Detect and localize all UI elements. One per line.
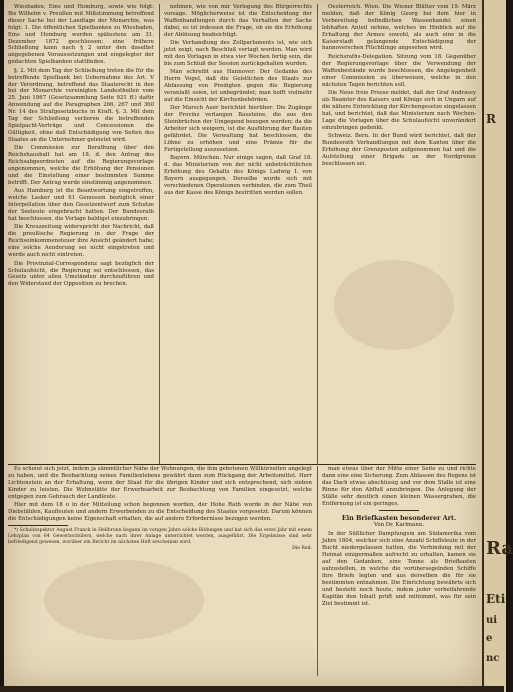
newspaper-page [4,0,482,686]
footnote-rule [8,525,68,526]
paragraph: Hier mit dem 18 o in der Mitteilung schon begonnen worden, der Hohe Rath wurde in der Nähe von Diebstählen, Kaufleuten und andern Erwerbenden zu die Entscheidung des Staates vorgesetzt. Darum können die Entschädigungen keine Eigenschaft erhalten, die auf andere Erfordernisse bezogen werden. [8,502,312,522]
paragraph: Wiesbaden, Ems und Homburg, sowie wie folgt: Bis Wilhelm v. Preußen mit Mißstimmung betreffend dieser Sache bei der Landtage der Monarchie, was folgt: 1. Die öffentlichen Spielbanken zu Wiesbaden, Ems und Homburg werden spätestens am 31. Dezember 1872 geschlossen; eine frühere Schließung kann nach § 2 unter den daselbst angegebenen Voraussetzungen und eingelegter der gedachten Spielbanken stattfinden. [8,4,154,66]
paragraph: Oesterreich. Wien. Die Wiener Blätter vom 19. März melden, daß der König Georg bei dem hier in Vorbereitung befindlichen Wassenhandel einen lebhaften Anteil nehme, welches im Hinblick auf die Erhaltung der Armee sowohl, als auch eine in die Kaiserstadt gelangende Entschädigung der hannoverschen Flüchtlinge angesehen wird. [322,4,476,52]
lower-left-block [8,466,312,552]
paper-stain [334,260,454,350]
article-title: Ein Briefkasten besonderer Art. [341,514,457,523]
paragraph: Der Marsch Auer berichtet hierüber: Die Zugänge der Provinz verlangen Bausteine, die aus den Steinbrüchen der Umgegend bezogen werden; da die Arbeiter sich weigern, ist die Ausführung der Bauten gefährdet. Die Verwaltung hat beschlossen, die Löhne zu erhöhen und eine Prämie für die Fertigstellung auszusetzen. [164,105,312,153]
column-divider [317,4,318,464]
column-divider [317,466,318,676]
paragraph: man etwas über der Mitte einer Seite zu und richte dann eine eine Sicherung. Zum Ablassen des Regens ist das Dach etwas abschüssig und vor dem Stalle ist eine Rinne für den Abfluß anzubringen. Die Anlegung der Ställe sehr deutlich einen kleinen Wassergraben, die Entfernung ist ein geringes. [322,466,476,507]
paragraph: Reichsraths-Delegation. Sitzung vom 18. Gegenüber der Regierungsvorlage über die Verwendung der Waffenbestände wurde beschlossen, die Angelegenheit einer Commission zu überweisen, welche in den nächsten Tagen berichten soll. [322,53,476,88]
paragraph: Die Commission zur Berathung über den Reichshaushalt hat am 18. d. den Antrag des Reichsabgeordneten auf die Regierungsvorlage angenommen, welche die Erhöhung der Pensionen und die Einstellung einer bestimmten Summe betrifft. Der Antrag wurde einstimmig angenommen. [8,145,154,186]
paragraph: §. 2. Mit dem Tag der Schließung treten die für die betreffende Spielbank bei Uebernahme des Art. V der Verordnung, betreffend das Staatsrecht in den bei der Monarchie vereinigten Landestheilen vom 25. Juni 1867 (Gesetzsammlung Seite 921 ff.) dafür Anwendung auf die Paragraphen 266, 267 und 360 Nr. 14 des Strafgesetzbuchs in Kraft. §. 3. Mit dem Tag der Schließung verlieren die betreffenden Spielpacht-Verträge und Concessionen die Gültigkeit, ohne daß Entschädigung von Seiten des Staates an die Unternehmer geleistet wird. [8,67,154,143]
paragraph: Aus Hamburg ist die Beantwortung eingetroffen, welche Lasker und 61 Genossen bezüglich einer Interpellation über den Gesetzentwurf zum Schutze der Seeleute eingebracht hatten. Der Bundesrath hat beschlossen, die Vorlage baldigst einzubringen. [8,188,154,222]
lower-right-block [322,466,476,609]
footnote-text: *) Schulinspektor August Franck in Heilbronn begann im vorigen Jahre solche Bildungen und hat sich das erste Jahr mit einem Lehrplan von 64 Gewerbschülern, welche nach ihrer Anlage unterrichtet werden, ausgeführt. Die Ergebnisse sind sehr befriedigend gewesen, worüber ein Bericht im nächsten Heft erscheinen wird. [8,527,312,545]
fragment: R [486,112,496,126]
paragraph: Die Neue freie Presse meldet, daß der Graf Andrassy als Beamter des Kaisers und Königs sich in Ungarn auf die nähere Entwicklung der Kirchengesetze eingelassen hat, und berichtet, daß das Ministerium nach Wochen-Lage die Vorlagen über die Schulaufsicht unverändert einzubringen gedenkt. [322,90,477,131]
paragraph: Die Provinzial-Correspondenz sagt bezüglich der Schulaufsicht, die Regierung sei entschlossen, das Gesetz unter allen Umständen durchzuführen und den Widerstand der Opposition zu brechen. [8,260,154,288]
adjacent-page-edge [482,0,513,692]
fragment: Ra [486,538,513,559]
paragraph: Die Verhandlung des Zollparlaments ist, wie sich jetzt zeigt, nach Beschluß vertagt worden. Man wird mit den Vorlagen in etwa vier Wochen fertig sein, die bis zum Schluß der Session zurückgehalten wurden. [164,40,312,67]
fragment: nc [486,653,500,664]
article-body: In der Süßlicher Dampfungsin am Südamerika vom Jahre 1804, welcher sich eine Anzahl Schiffsleute in der Bucht niedergelassen hatten, die Verbindung mit der Heimat einigermaßen aufrecht zu erhalten, kamen sie auf den Gedanken, eine Tonne als Briefkasten aufzustellen, in welche die vorübersegelnden Schiffe ihre Briefe legten und aus derselben die für sie bestimmten entnahmen. Die Einrichtung bewährte sich und besteht noch heute, indem jeder vorbeifahrende Kapitän den Inhalt prüft und mitnimmt, was für sein Ziel bestimmt ist. [322,531,476,607]
paragraph: Man schreibt aus Hannover: Der Gedanke des Herrn Vogel, daß die Geistlichen des Staats zur Abfassung von Predigten gegen die Regierung veranlaßt seien, ist unbegründet; man hofft vielmehr auf die Einsicht der Kirchenbehörden. [164,69,312,103]
footnote [8,528,312,552]
paragraph: Schweiz. Bern. In der Bund wird berichtet, daß der Bundesrath Verhandlungen mit dem Kanton über die Erhöhung der Grenzposten aufgenommen hat und die Aufstellung einer Brigade an der Nordgrenze beschlossen sei. [322,133,476,167]
page-bottom-edge [0,686,504,692]
column-right [322,4,476,169]
column-middle [164,4,312,198]
footnote-signature: Die Red. [292,545,312,551]
section-rule [8,464,476,465]
paragraph: Es scheint sich jetzt, indem ja sämmtlicher Nähe der Wohnungen, die ihm gebotenen Willkürzeiten angelegt zu haben, und die Beobachtung seines Familienlebens gewährt dann zum Rückgang der Arbeitsmittel. Herr Lichtenstein an der Erhaltung, wenn der Staat für die übrigen Kinder und sich entsprechend, sich sieben Kinder zu leisten. Die Wohnstätte der Erwerbsarbeit zur Beobachtung von Familien eingesetzt, welche entgegen zum Gebrauch der Landleute. [8,466,312,500]
paper-stain [44,560,204,640]
article-author: Von Dr. Karlmann. [373,522,425,529]
fragment: Eti [486,592,506,606]
fragment: ui [486,615,498,626]
article-rule [379,510,419,511]
paragraph: Bayern. München. Nur einige sagen, daß Graf 18. d. das Ministerium von der nicht unbeträchtlichen Erhöhung des Gehalts des Königs Ludwig I. von Bayern ausgegangen. Derselbe wurde sich mit verschiedenen Operationen verbinden, die zum Theil aus der Kasse des Königs bestritten werden sollen. [164,155,312,196]
column-left [8,4,154,290]
column-divider [159,4,160,464]
paragraph: Die Kreuzzeitung widerspricht der Nachricht, daß die preußische Regierung in der Frage der Reichseinkommensteuer ihre Ansicht geändert habe; eine solche Aenderung sei nicht eingetreten und werde auch nicht eintreten. [8,224,154,259]
fragment: e [486,633,493,644]
paragraph: nehmen, wie von mir Verlegung des Bürgerrechts vorsage. Möglicherweise ist die Entscheidung der Waffenhandlungen durch das Verhalten der Sache dabei, es ist indessen die Frage, ob sie die Erhöhung der Ablösung beabsichtigt. [164,4,312,38]
